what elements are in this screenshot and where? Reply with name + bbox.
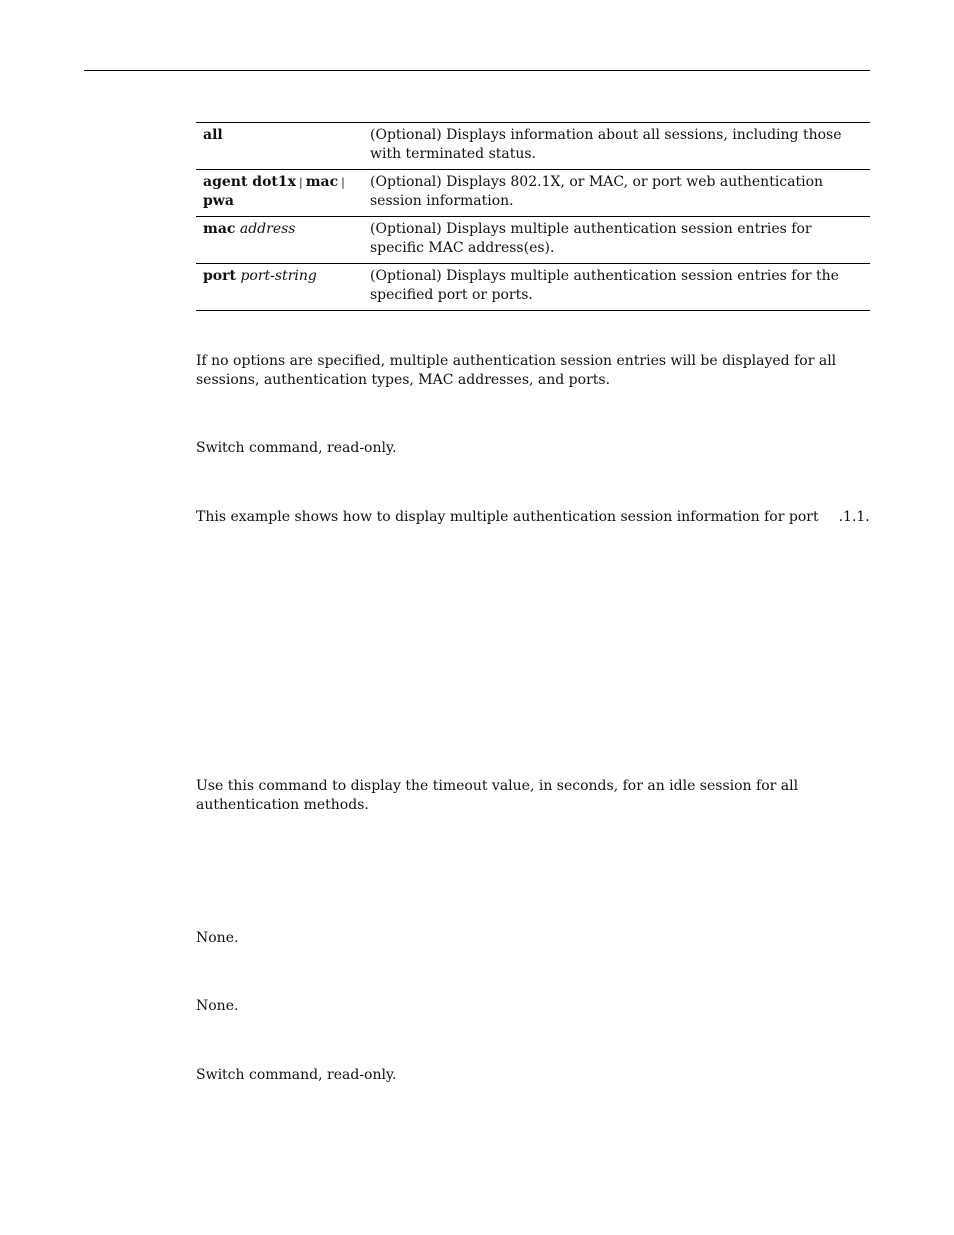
param-keyword: pwa	[203, 193, 234, 209]
param-keyword: all	[203, 127, 223, 143]
purpose-paragraph: Use this command to display the timeout value, in seconds, for an idle session for all authentication methods.	[196, 778, 799, 813]
param-variable: address	[239, 221, 296, 237]
description-cell: (Optional) Displays 802.1X, or MAC, or port web authentication session information.	[363, 170, 870, 217]
mode-paragraph-2: Switch command, read-only.	[196, 1067, 397, 1083]
example-paragraph	[196, 508, 870, 527]
description-cell: (Optional) Displays multiple authentication session entries for specific MAC address(es).	[363, 217, 870, 264]
param-cell	[196, 170, 363, 217]
param-cell	[196, 217, 363, 264]
parameters-table	[196, 122, 870, 311]
table-row	[196, 217, 870, 264]
mode-paragraph: Switch command, read-only.	[196, 440, 397, 456]
description-cell: (Optional) Displays multiple authentication session entries for the specified port or ports.	[363, 264, 870, 311]
defaults-paragraph: If no options are specified, multiple authentication session entries will be displayed for all sessions, authentication types, MAC addresses, and ports.	[196, 353, 837, 388]
table-row	[196, 264, 870, 311]
description-cell: (Optional) Displays information about all sessions, including those with terminated status.	[363, 123, 870, 170]
param-keyword: mac	[305, 174, 339, 190]
syntax-paragraph: None.	[196, 930, 239, 946]
param-cell	[196, 264, 363, 311]
example-text: This example shows how to display multiple authentication session information for port	[196, 509, 819, 525]
separator: |	[341, 176, 345, 189]
param-cell	[196, 123, 363, 170]
parameters-paragraph: None.	[196, 998, 239, 1014]
table-row	[196, 123, 870, 170]
param-keyword: port	[203, 268, 236, 284]
param-variable: port-string	[240, 268, 317, 284]
example-port: .1.1.	[838, 509, 870, 525]
param-keyword: agent dot1x	[203, 174, 296, 190]
separator: |	[298, 176, 303, 189]
table-row	[196, 170, 870, 217]
param-keyword: mac	[203, 221, 236, 237]
header-rule	[84, 70, 870, 71]
